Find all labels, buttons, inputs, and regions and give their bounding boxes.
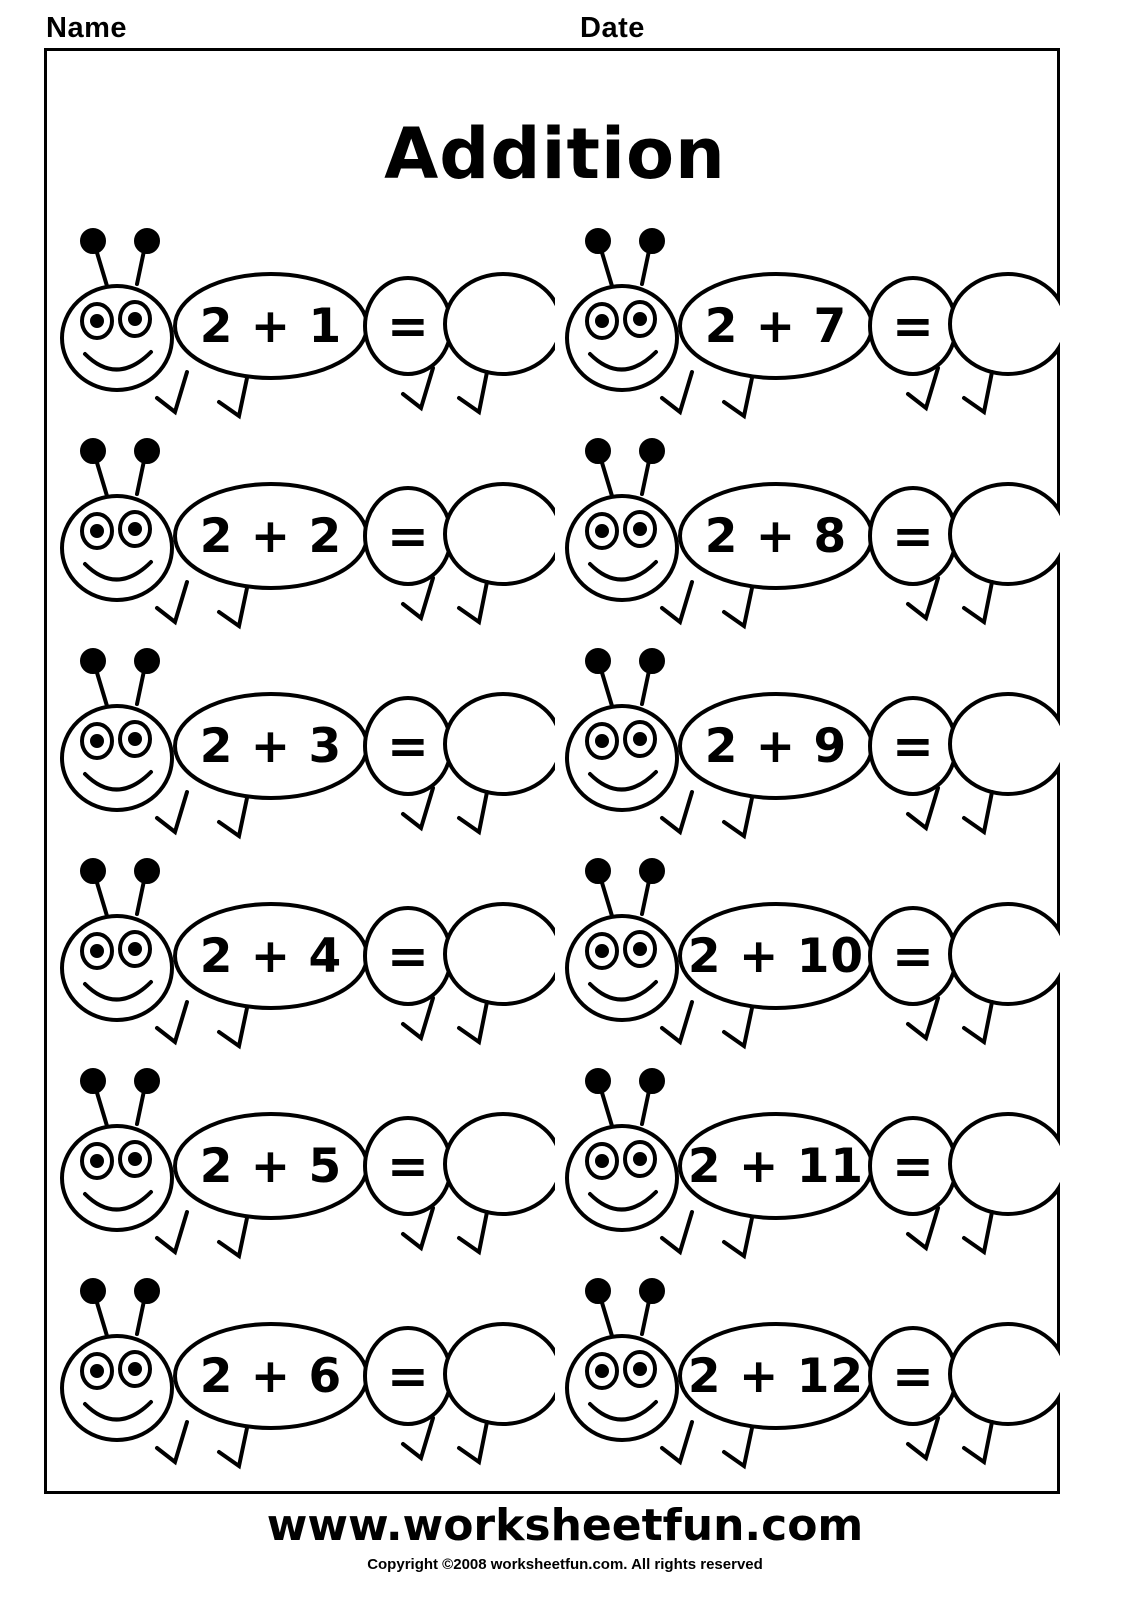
problem-expression: 2 + 8	[704, 508, 848, 564]
equals-sign: =	[387, 1347, 429, 1405]
worksheet-page	[44, 48, 1060, 1494]
problem-item	[552, 646, 1060, 856]
page-title: Addition	[384, 113, 726, 195]
problem-item	[552, 226, 1060, 436]
problem-expression: 2 + 5	[199, 1138, 343, 1194]
equals-sign: =	[892, 1347, 934, 1405]
problem-item	[47, 226, 555, 436]
equals-sign: =	[892, 297, 934, 355]
equals-sign: =	[892, 1137, 934, 1195]
problem-item	[552, 436, 1060, 646]
problem-expression: 2 + 2	[199, 508, 343, 564]
problem-expression: 2 + 11	[687, 1138, 865, 1194]
problem-item	[47, 436, 555, 646]
answer-input[interactable]	[447, 694, 555, 798]
answer-input[interactable]	[447, 274, 555, 378]
answer-input[interactable]	[952, 1324, 1060, 1428]
problem-item	[47, 856, 555, 1066]
answer-input[interactable]	[952, 274, 1060, 378]
date-label: Date	[580, 12, 645, 44]
equals-sign: =	[892, 717, 934, 775]
problem-item	[47, 646, 555, 856]
equals-sign: =	[387, 927, 429, 985]
name-label: Name	[46, 12, 127, 44]
equals-sign: =	[387, 1137, 429, 1195]
answer-input[interactable]	[952, 904, 1060, 1008]
problem-expression: 2 + 7	[704, 298, 848, 354]
answer-input[interactable]	[447, 1324, 555, 1428]
site-url[interactable]: www.worksheetfun.com	[266, 1500, 864, 1551]
answer-input[interactable]	[952, 1114, 1060, 1218]
problem-item	[47, 1276, 555, 1486]
answer-input[interactable]	[952, 484, 1060, 588]
problem-expression: 2 + 6	[199, 1348, 343, 1404]
equals-sign: =	[892, 507, 934, 565]
answer-input[interactable]	[447, 1114, 555, 1218]
problem-item	[552, 1066, 1060, 1276]
equals-sign: =	[387, 507, 429, 565]
answer-input[interactable]	[952, 694, 1060, 798]
equals-sign: =	[892, 927, 934, 985]
problem-expression: 2 + 1	[199, 298, 343, 354]
problem-expression: 2 + 12	[687, 1348, 865, 1404]
problem-item	[552, 856, 1060, 1066]
worksheet-header	[0, 8, 1130, 48]
problem-expression: 2 + 10	[687, 928, 865, 984]
answer-input[interactable]	[447, 484, 555, 588]
equals-sign: =	[387, 297, 429, 355]
problem-grid	[47, 226, 1063, 1491]
problem-item	[552, 1276, 1060, 1486]
problem-expression: 2 + 4	[199, 928, 343, 984]
problem-item	[47, 1066, 555, 1276]
problem-expression: 2 + 3	[199, 718, 343, 774]
answer-input[interactable]	[447, 904, 555, 1008]
problem-expression: 2 + 9	[704, 718, 848, 774]
equals-sign: =	[387, 717, 429, 775]
copyright-notice: Copyright ©2008 worksheetfun.com. All rights reserved	[367, 1556, 763, 1573]
